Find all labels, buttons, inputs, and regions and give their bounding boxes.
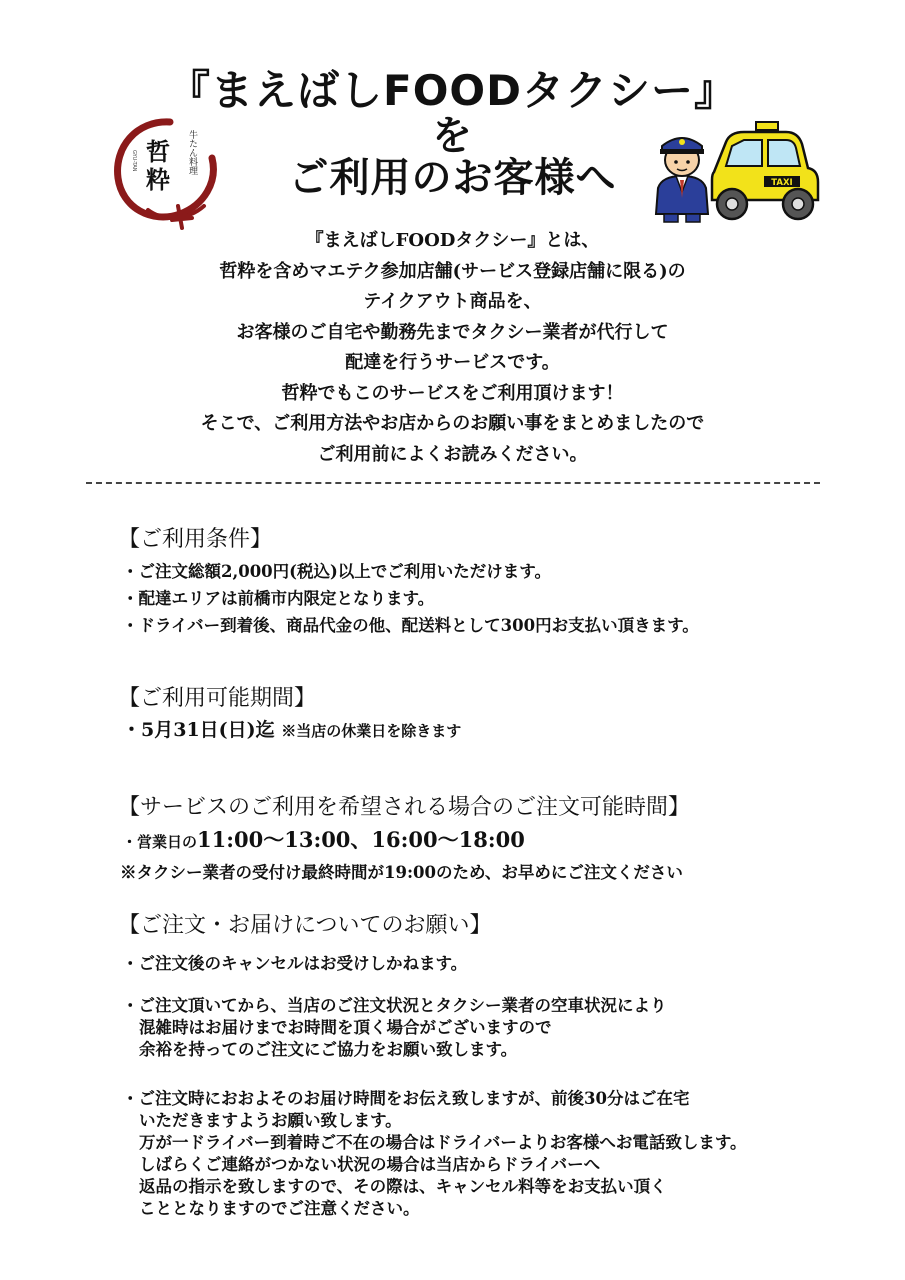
- logo-roman: GYU-TAN: [131, 150, 137, 172]
- hours-times: 11:00〜13:00、16:00〜18:00: [197, 827, 525, 852]
- intro-line: 哲粋を含めマエテク参加店舗(サービス登録店舗に限る)の: [219, 260, 686, 282]
- intro-line: 『まえばしFOODタクシー』とは、: [305, 230, 600, 251]
- taxi-illustration: [652, 118, 824, 228]
- intro-line: お客様のご自宅や勤務先までタクシー業者が代行して: [236, 321, 669, 343]
- condition-item: ・ドライバー到着後、商品代金の他、配送料として300円お支払い頂きます。: [122, 616, 699, 635]
- request-line: 万が一ドライバー到着時ご不在の場合はドライバーよりお客様へお電話致します。: [139, 1133, 747, 1152]
- section-heading-requests: 【ご注文・お届けについてのお願い】: [118, 913, 492, 938]
- logo-tagline: 牛たん料理: [187, 130, 197, 175]
- intro-line: 配達を行うサービスです。: [345, 352, 560, 373]
- brush-circle-icon: [108, 110, 226, 235]
- request-line: ・ご注文頂いてから、当店のご注文状況とタクシー業者の空車状況により: [122, 996, 667, 1015]
- intro-line: ご利用前によくお読みください。: [317, 443, 588, 465]
- condition-item: ・配達エリアは前橋市内限定となります。: [122, 589, 435, 608]
- tessui-logo: [108, 110, 226, 235]
- logo-kanji-top: 哲: [146, 137, 170, 166]
- intro-paragraph: [0, 226, 905, 470]
- hours-item: [122, 829, 525, 853]
- intro-line: 哲粋でもこのサービスをご利用頂けます！: [281, 382, 624, 404]
- page-subtitle: ご利用のお客様へ: [288, 155, 617, 201]
- section-heading-period: 【ご利用可能期間】: [118, 686, 317, 711]
- intro-line: そこで、ご利用方法やお店からのお願い事をまとめましたので: [200, 413, 705, 434]
- period-date: ・5月31日(日)迄: [122, 719, 275, 741]
- condition-item: ・ご注文総額2,000円(税込)以上でご利用いただけます。: [122, 562, 551, 581]
- hours-prefix: ・営業日の: [122, 833, 198, 851]
- request-line: ・ご注文時におおよそのお届け時間をお伝え致しますが、前後30分はご在宅: [122, 1089, 690, 1108]
- request-line: 混雑時はお届けまでお時間を頂く場合がございますので: [139, 1018, 552, 1037]
- request-line: しばらくご連絡がつかない状況の場合は当店からドライバーへ: [139, 1155, 601, 1174]
- logo-kanji-bottom: 粋: [146, 165, 170, 194]
- request-line: こととなりますのでご注意ください。: [139, 1199, 420, 1218]
- section-heading-hours: 【サービスのご利用を希望される場合のご注文可能時間】: [118, 795, 691, 820]
- dashed-divider: [86, 482, 820, 484]
- period-item: [122, 719, 461, 742]
- page-title-particle: を: [432, 113, 473, 159]
- period-note: ※当店の休業日を除きます: [281, 722, 462, 740]
- request-item-presence: [122, 1088, 747, 1220]
- request-item-cancel: ・ご注文後のキャンセルはお受けしかねます。: [122, 954, 468, 973]
- taxi-sign-text: TAXI: [771, 178, 793, 188]
- request-item-timing: [122, 995, 667, 1061]
- request-line: 返品の指示を致しますので、その際は、キャンセル料等をお支払い頂く: [139, 1177, 667, 1196]
- hours-note: ※タクシー業者の受付け最終時間が19:00のため、お早めにご注文ください: [120, 863, 683, 882]
- intro-line: テイクアウト商品を、: [363, 291, 542, 312]
- page-title: 『まえばしFOODタクシー』: [168, 66, 737, 115]
- request-line: 余裕を持ってのご注文にご協力をお願い致します。: [139, 1040, 518, 1059]
- section-heading-conditions: 【ご利用条件】: [118, 527, 273, 552]
- request-line: いただきますようお願い致します。: [139, 1111, 402, 1130]
- taxi-driver-icon: [652, 118, 824, 228]
